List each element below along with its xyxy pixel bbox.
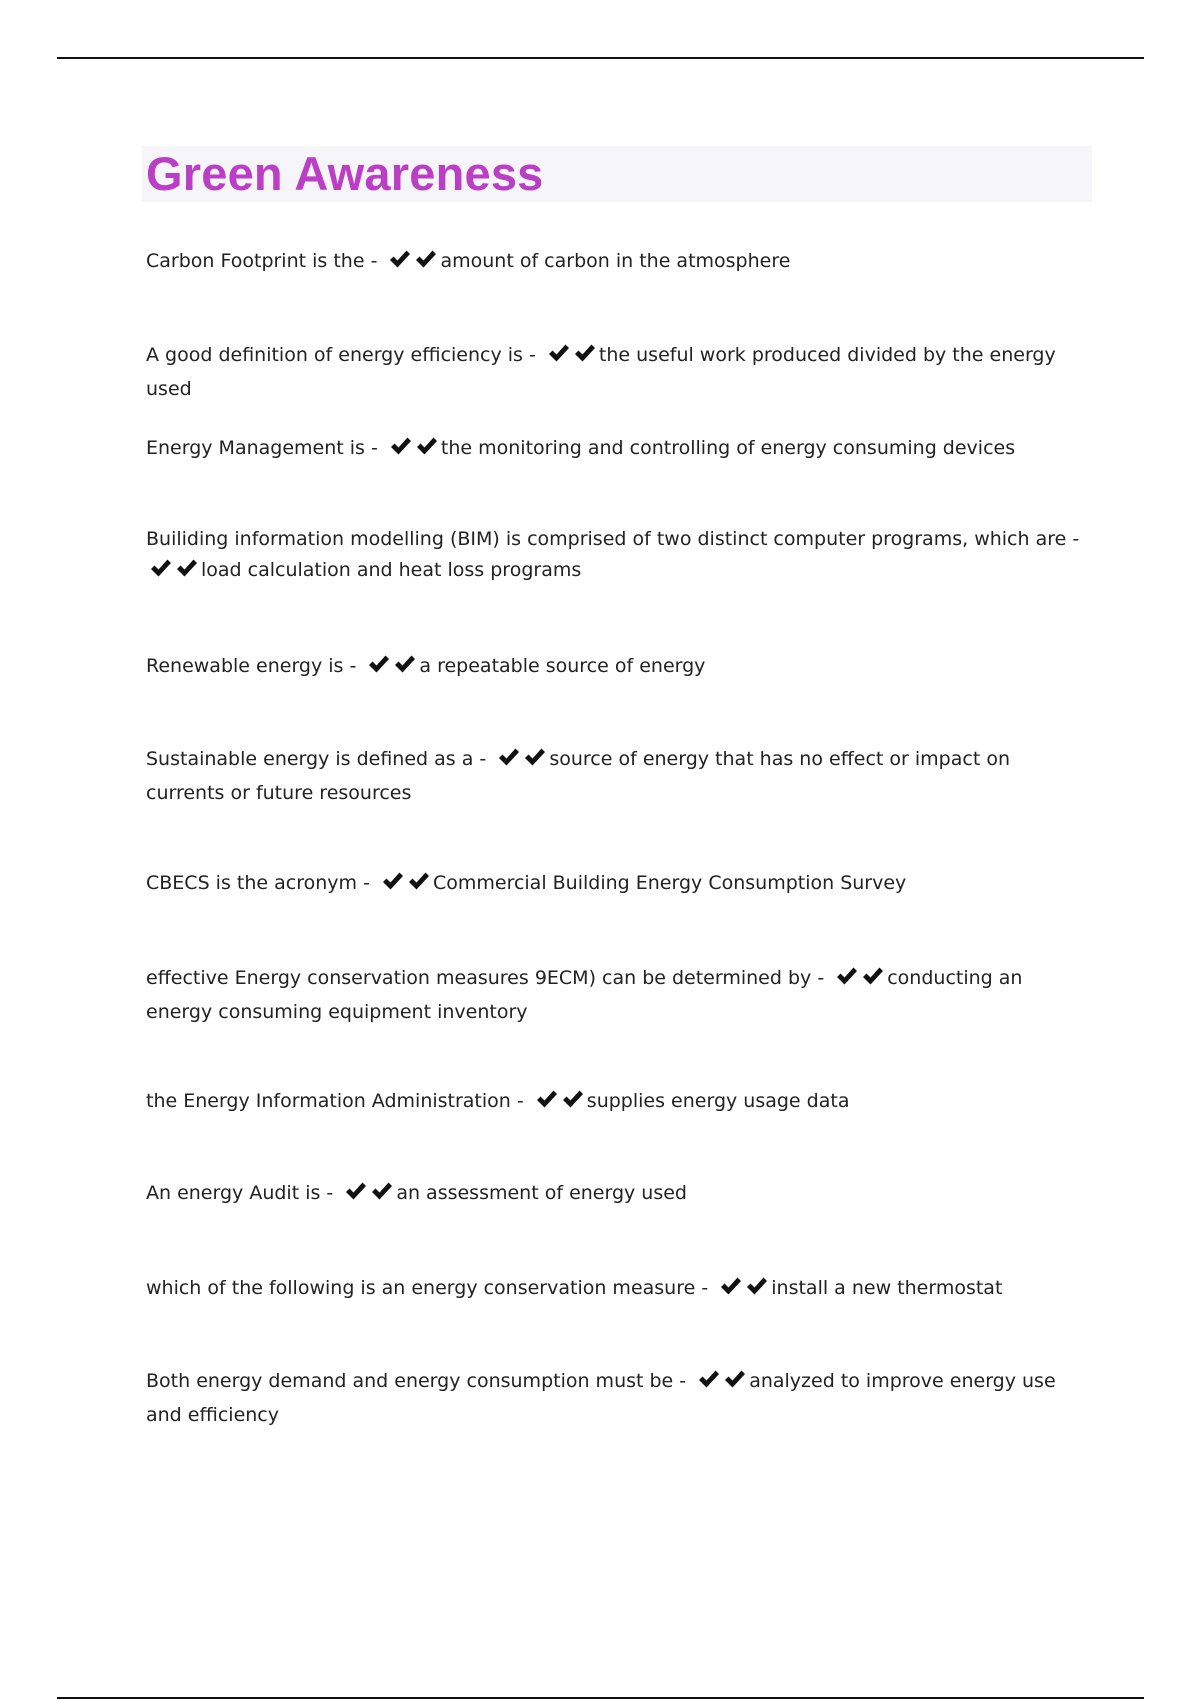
qa-question: CBECS is the acronym [146,872,358,894]
qa-separator: - [326,1182,334,1204]
check-icons [382,871,430,902]
check-icons [150,558,198,589]
check-icon [862,966,884,986]
qa-answer: the useful work produced divided by the energy used [146,344,1056,400]
qa-question: which of the following is an energy conservation measure [146,1277,696,1299]
qa-answer: load calculation and heat loss programs [201,559,582,581]
check-icon [720,1276,742,1296]
qa-question: effective Energy conservation measures 9ECM) can be determined by [146,967,812,989]
qa-question: An energy Audit is [146,1182,321,1204]
check-icon [562,1089,584,1109]
check-icons [548,343,596,374]
qa-answer: conducting an energy consuming equipment inventory [146,967,1023,1023]
qa-question: Energy Management is [146,437,365,459]
qa-item-1 [146,246,1086,280]
check-icon [536,1089,558,1109]
qa-answer: an assessment of energy used [396,1182,687,1204]
qa-answer: Commercial Building Energy Consumption Survey [432,872,907,894]
check-icon [389,249,411,269]
top-rule [57,57,1144,59]
check-icons [368,654,416,685]
check-icon [371,1181,393,1201]
qa-separator: - [516,1090,524,1112]
bottom-rule [57,1697,1144,1699]
qa-question: Carbon Footprint is the [146,250,365,272]
qa-item-5 [146,651,1086,685]
check-icon [746,1276,768,1296]
qa-separator: - [817,967,825,989]
qa-item-10 [146,1178,1086,1212]
check-icon [415,249,437,269]
qa-separator: - [1072,528,1080,550]
qa-answer: supplies energy usage data [586,1090,850,1112]
check-icon [408,871,430,891]
qa-answer: analyzed to improve energy use and efficiency [146,1370,1056,1426]
qa-separator: - [370,250,378,272]
qa-item-12 [146,1366,1086,1431]
qa-separator: - [363,872,370,894]
qa-question: Sustainable energy is defined as a [146,748,474,770]
qa-item-4 [146,524,1086,589]
qa-item-6 [146,744,1086,809]
check-icon [524,747,546,767]
qa-answer: amount of carbon in the atmosphere [440,250,791,272]
qa-answer: a repeatable source of energy [419,655,706,677]
qa-answer: source of energy that has no effect or impact on currents or future resources [146,748,1010,804]
qa-question: Builiding information modelling (BIM) is comprised of two distinct computer programs, which are [146,528,1067,550]
page-title: Green Awareness [146,147,544,200]
qa-answer: install a new thermostat [771,1277,1003,1299]
qa-answer: the monitoring and controlling of energy consuming devices [440,437,1016,459]
check-icon [345,1181,367,1201]
check-icons [536,1089,584,1120]
qa-separator: - [529,344,536,366]
check-icon [574,343,596,363]
check-icons [389,249,437,280]
check-icon [498,747,520,767]
qa-separator: - [370,437,378,459]
qa-item-8 [146,963,1086,1028]
qa-separator: - [479,748,487,770]
qa-item-7 [146,868,1086,902]
qa-item-11 [146,1273,1086,1307]
qa-question: A good definition of energy efficiency is [146,344,523,366]
qa-item-9 [146,1086,1086,1120]
check-icon [724,1369,746,1389]
check-icons [390,436,438,467]
check-icon [836,966,858,986]
qa-separator: - [701,1277,709,1299]
qa-question: Renewable energy is [146,655,344,677]
check-icon [698,1369,720,1389]
qa-separator: - [349,655,357,677]
check-icon [548,343,570,363]
qa-item-2 [146,340,1086,405]
check-icons [498,747,546,778]
check-icons [698,1369,746,1400]
check-icon [394,654,416,674]
check-icon [416,436,438,456]
qa-question: Both energy demand and energy consumption must be [146,1370,674,1392]
check-icon [368,654,390,674]
check-icon [382,871,404,891]
check-icons [345,1181,393,1212]
check-icon [176,558,198,578]
qa-question: the Energy Information Administration [146,1090,511,1112]
qa-item-3 [146,433,1086,467]
check-icons [720,1276,768,1307]
check-icon [150,558,172,578]
check-icon [390,436,412,456]
check-icons [836,966,884,997]
qa-separator: - [679,1370,687,1392]
